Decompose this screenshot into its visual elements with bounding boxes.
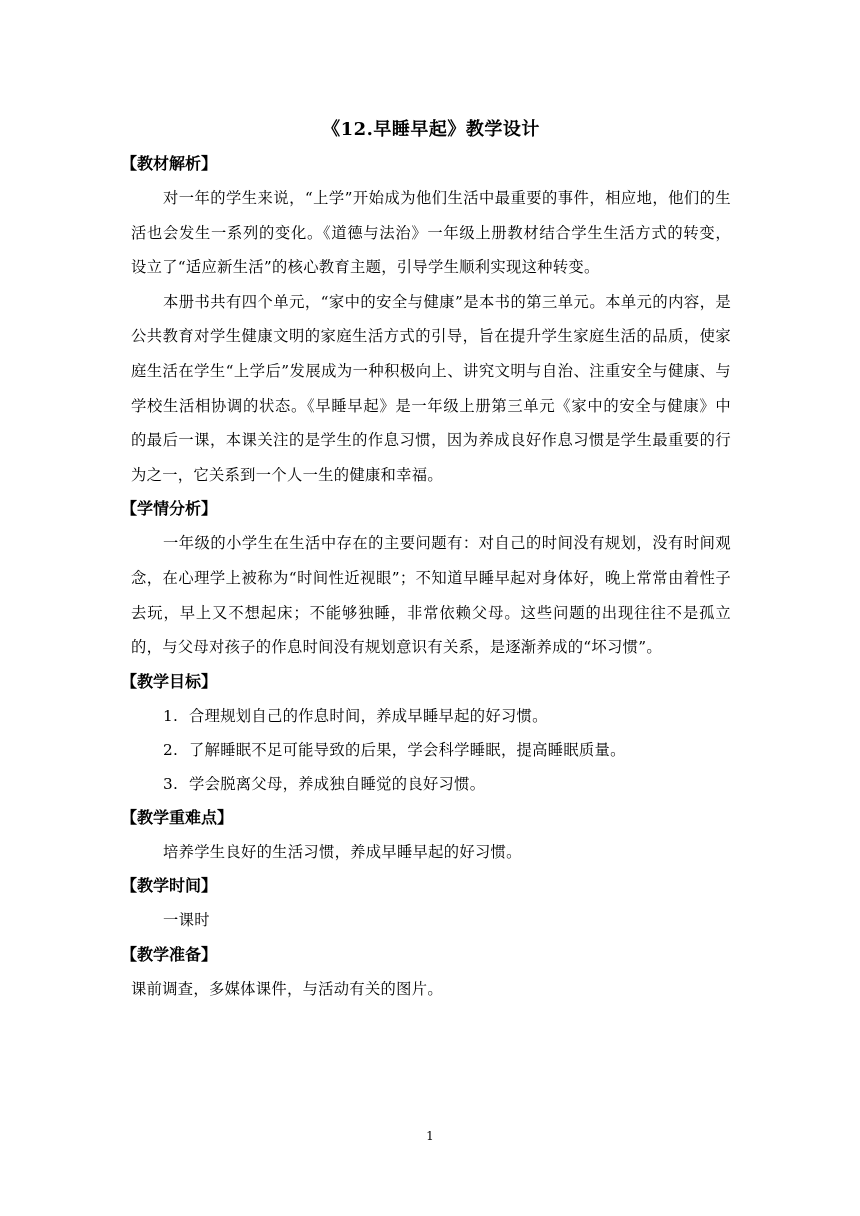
section-heading: 【教学重难点】 [121,807,234,827]
goal-item [131,767,731,801]
section-heading: 【教学准备】 [121,944,218,964]
goal-text: 学会脱离父母，养成独自睡觉的良好习惯。 [189,774,486,793]
section-student-analysis [121,492,731,664]
section-heading: 【教学时间】 [121,876,218,896]
section-teaching-goals [121,665,731,801]
goal-number: 3. [163,774,179,793]
paragraph: 课前调查，多媒体课件，与活动有关的图片。 [131,979,443,998]
section-teaching-time [121,869,731,938]
section-teaching-prep [121,938,731,1007]
section-textbook-analysis [121,147,731,492]
document-title: 《12.早睡早起》教学设计 [322,119,540,140]
paragraph: 一年级的小学生在生活中存在的主要问题有：对自己的时间没有规划，没有时间观念，在心理学上被称为“时间性近视眼”；不知道早睡早起对身体好，晚上常常由着性子去玩，早上又不想起床；不能够独睡，非常依赖父母。这些问题的出现往往不是孤立的，与父母对孩子的作息时间没有规划意识有关系，是逐渐养成的“坏习惯”。 [131,534,731,657]
paragraph: 本册书共有四个单元，“家中的安全与健康”是本书的第三单元。本单元的内容，是公共教育对学生健康文明的家庭生活方式的引导，旨在提升学生家庭生活的品质，使家庭生活在学生“上学后”发展成为一种积极向上、讲究文明与自治、注重安全与健康、与学校生活相协调的状态。《早睡早起》是一年级上册第三单元《家中的安全与健康》中的最后一课，本课关注的是学生的作息习惯，因为养成良好作息习惯是学生最重要的行为之一，它关系到一个人一生的健康和幸福。 [131,292,731,484]
section-key-points [121,801,731,870]
section-heading: 【教学目标】 [121,671,218,691]
goal-item [131,699,731,733]
document-body [121,113,731,1007]
goal-number: 1. [163,706,179,725]
goal-item [131,733,731,767]
paragraph: 培养学生良好的生活习惯，养成早睡早起的好习惯。 [163,842,522,861]
goal-number: 2. [163,740,179,759]
page-number: 1 [426,1129,434,1143]
goal-text: 了解睡眠不足可能导致的后果，学会科学睡眠，提高睡眠质量。 [189,740,626,759]
section-heading: 【学情分析】 [121,499,218,519]
paragraph: 一课时 [163,911,210,930]
goal-text: 合理规划自己的作息时间，养成早睡早起的好习惯。 [189,706,548,725]
paragraph: 对一年的学生来说，“上学”开始成为他们生活中最重要的事件，相应地，他们的生活也会发生一系列的变化。《道德与法治》一年级上册教材结合学生生活方式的转变，设立了“适应新生活”的核心教育主题，引导学生顺利实现这种转变。 [131,189,731,277]
section-heading: 【教材解析】 [121,154,218,173]
